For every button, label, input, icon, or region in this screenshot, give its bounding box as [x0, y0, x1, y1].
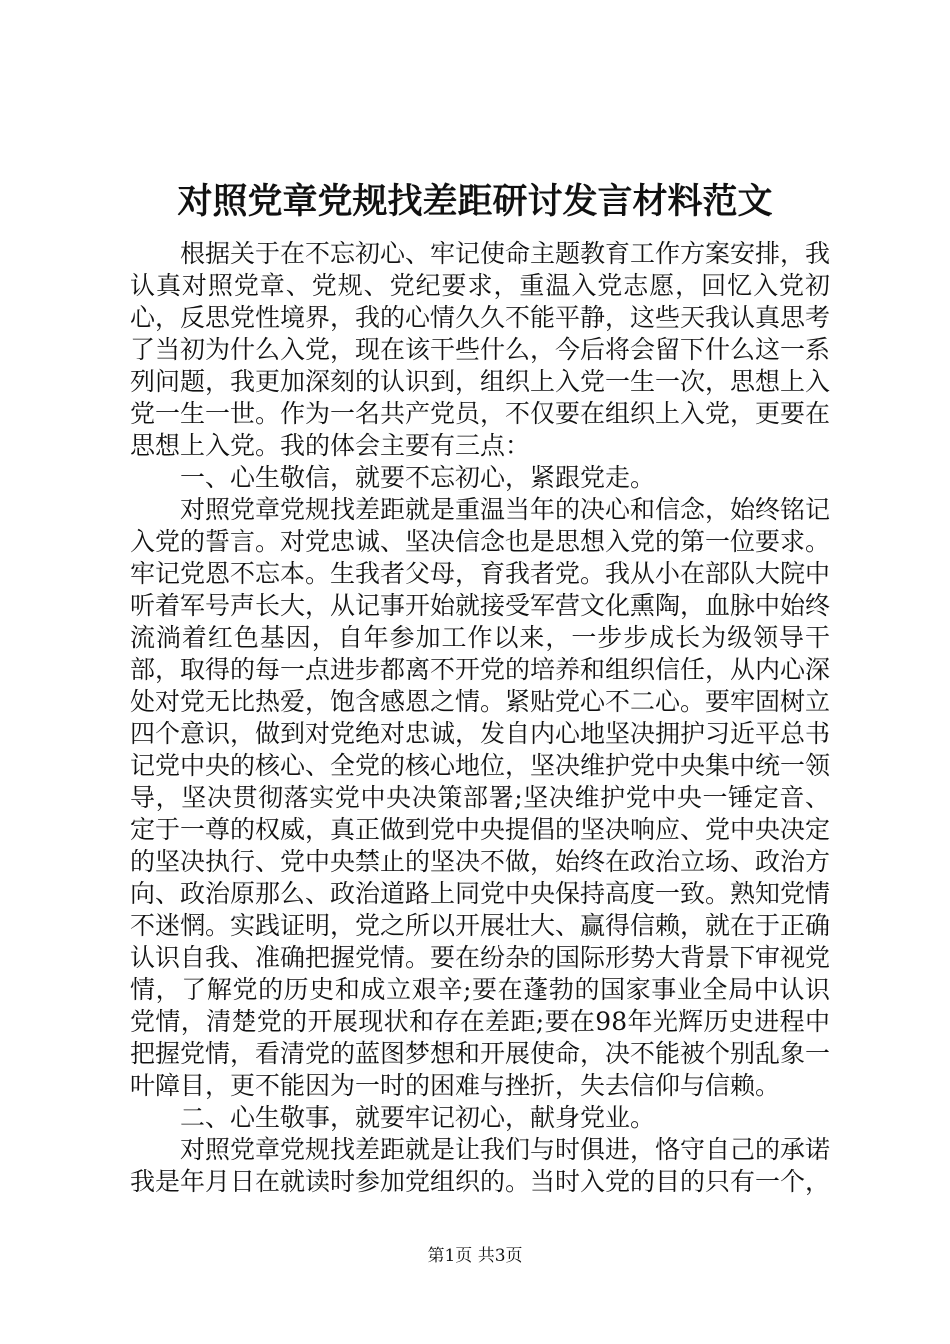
document-body: [130, 238, 830, 1198]
section-heading-2: 二、心生敬事，就要牢记初心，献身党业。: [180, 1103, 656, 1132]
paragraph-section-2: 对照党章党规找差距就是让我们与时俱进，恪守自己的承诺我是年月日在就读时参加党组织的。当时入党的目的只有一个，: [130, 1135, 831, 1196]
page-number-footer: 第1页 共3页: [427, 1246, 523, 1266]
document-title: 对照党章党规找差距研讨发言材料范文: [177, 181, 773, 222]
section-heading-1: 一、心生敬信，就要不忘初心，紧跟党走。: [180, 463, 656, 492]
paragraph-section-1: 对照党章党规找差距就是重温当年的决心和信念，始终铭记入党的誓言。对党忠诚、坚决信念也是思想入党的第一位要求。牢记党恩不忘本。生我者父母，育我者党。我从小在部队大院中听着军号声长大，从记事开始就接受军营文化熏陶，血脉中始终流淌着红色基因，自年参加工作以来，一步步成长为级领导干部，取得的每一点进步都离不开党的培养和组织信任，从内心深处对党无比热爱，饱含感恩之情。紧贴党心不二心。要牢固树立四个意识，做到对党绝对忠诚，发自内心地坚决拥护习近平总书记党中央的核心、全党的核心地位，坚决维护党中央集中统一领导，坚决贯彻落实党中央决策部署;坚决维护党中央一锤定音、定于一尊的权威，真正做到党中央提倡的坚决响应、党中央决定的坚决执行、党中央禁止的坚决不做，始终在政治立场、政治方向、政治原那么、政治道路上同党中央保持高度一致。熟知党情不迷惘。实践证明，党之所以开展壮大、赢得信赖，就在于正确认识自我、准确把握党情。要在纷杂的国际形势大背景下审视党情，了解党的历史和成立艰辛;要在蓬勃的国家事业全局中认识党情，清楚党的开展现状和存在差距;要在98年光辉历史进程中把握党情，看清党的蓝图梦想和开展使命，决不能被个别乱象一叶障目，更不能因为一时的困难与挫折，失去信仰与信赖。: [130, 495, 831, 1100]
paragraph-intro: 根据关于在不忘初心、牢记使命主题教育工作方案安排，我认真对照党章、党规、党纪要求，重温入党志愿，回忆入党初心，反思党性境界，我的心情久久不能平静，这些天我认真思考了当初为什么入党，现在该干些什么，今后将会留下什么这一系列问题，我更加深刻的认识到，组织上入党一生一次，思想上入党一生一世。作为一名共产党员，不仅要在组织上入党，更要在思想上入党。我的体会主要有三点：: [130, 239, 831, 460]
